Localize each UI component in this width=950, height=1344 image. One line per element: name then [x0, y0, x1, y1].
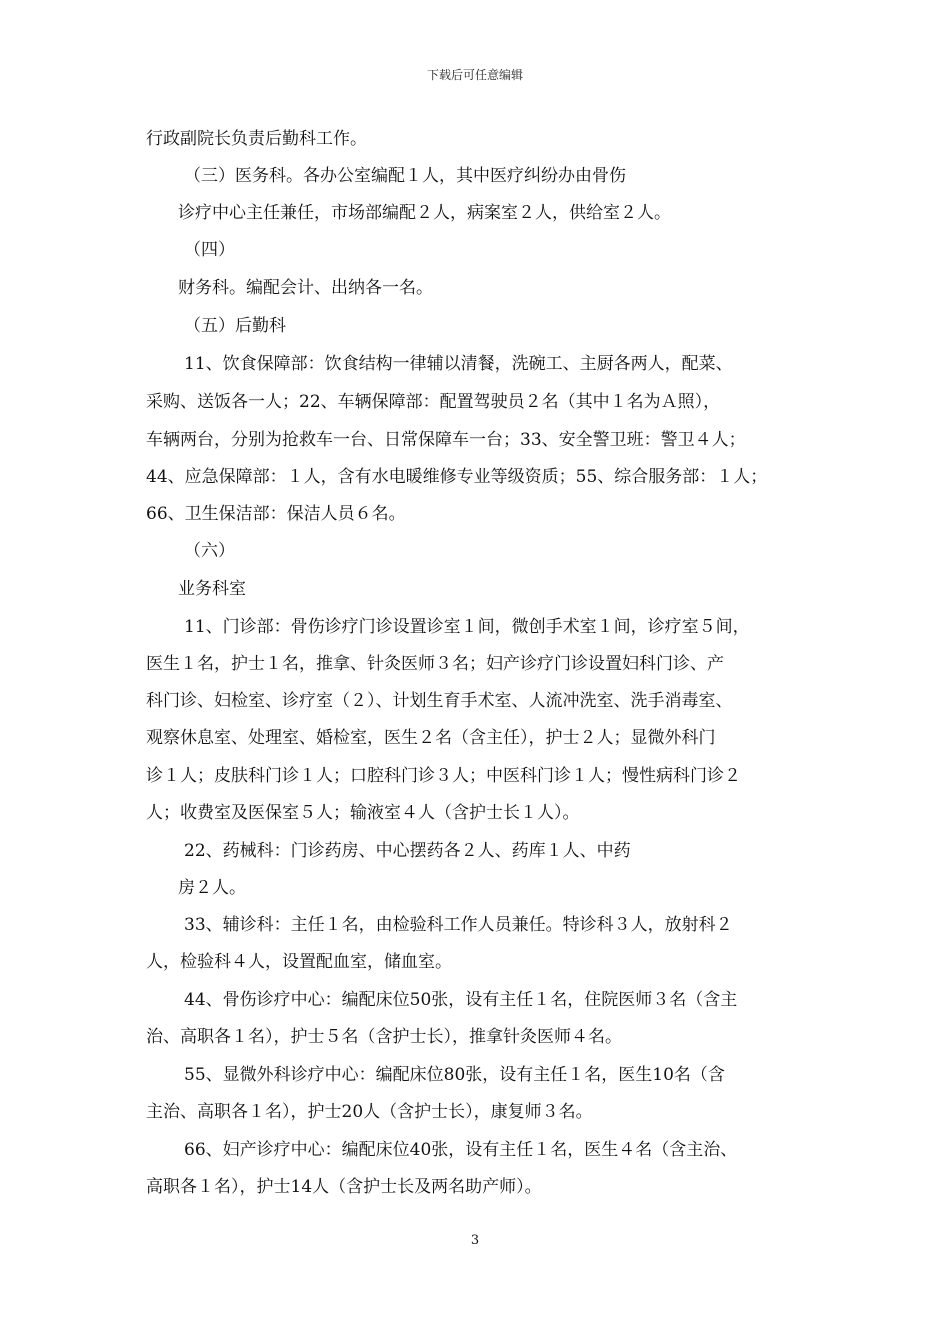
text-line: 人，检验科４人，设置配血室，储血室。	[146, 952, 452, 972]
text-line: 治、高职各１名），护士５名（含护士长），推拿针灸医师４名。	[146, 1027, 622, 1047]
text-line: 医生１名，护士１名，推拿、针灸医师３名；妇产诊疗门诊设置妇科门诊、产	[146, 654, 724, 674]
text-line: 行政副院长负责后勤科工作。	[146, 129, 367, 149]
text-line: 66、卫生保洁部：保洁人员６名。	[146, 504, 406, 524]
text-line: （三）医务科。各办公室编配１人，其中医疗纠纷办由骨伤	[184, 166, 626, 186]
text-line: 44、骨伤诊疗中心：编配床位50张，设有主任１名，住院医师３名（含主	[184, 990, 738, 1010]
page-header: 下载后可任意编辑	[426, 68, 523, 82]
text-line: 55、显微外科诊疗中心：编配床位80张，设有主任１名，医生10名（含	[184, 1065, 725, 1085]
text-line: 诊疗中心主任兼任，市场部编配２人，病案室２人，供给室２人。	[178, 203, 671, 223]
text-line: 业务科室	[178, 579, 246, 599]
text-line: （四）	[184, 240, 235, 260]
text-line: 观察休息室、处理室、婚检室，医生２名（含主任），护士２人；显微外科门	[146, 728, 716, 748]
text-line: 11、饮食保障部：饮食结构一律辅以清餐，洗碗工、主厨各两人，配菜、	[184, 354, 733, 374]
text-line: 采购、送饭各一人；22、车辆保障部：配置驾驶员２名（其中１名为Ａ照），	[146, 392, 721, 412]
text-line: 人；收费室及医保室５人；输液室４人（含护士长１人）。	[146, 803, 580, 823]
text-line: （六）	[184, 541, 235, 561]
text-line: （五）后勤科	[184, 316, 286, 336]
text-line: 高职各１名），护士14人（含护士长及两名助产师）。	[146, 1177, 542, 1197]
text-line: 财务科。编配会计、出纳各一名。	[178, 278, 433, 298]
text-line: 66、妇产诊疗中心：编配床位40张，设有主任１名，医生４名（含主治、	[184, 1140, 738, 1160]
page-number: 3	[470, 1233, 480, 1248]
text-line: 诊１人；皮肤科门诊１人；口腔科门诊３人；中医科门诊１人；慢性病科门诊２	[146, 766, 741, 786]
text-line: 科门诊、妇检室、诊疗室（２）、计划生育手术室、人流冲洗室、洗手消毒室、	[146, 691, 733, 711]
text-line: 车辆两台，分别为抢救车一台、日常保障车一台；33、安全警卫班：警卫４人；	[146, 430, 746, 450]
text-line: 主治、高职各１名），护士20人（含护士长），康复师３名。	[146, 1102, 593, 1122]
text-line: 房２人。	[178, 878, 246, 898]
text-line: 22、药械科：门诊药房、中心摆药各２人、药库１人、中药	[184, 841, 631, 861]
text-line: 44、应急保障部：１人，含有水电暖维修专业等级资质；55、综合服务部：１人；	[146, 467, 768, 487]
text-line: 33、辅诊科：主任１名，由检验科工作人员兼任。特诊科３人，放射科２	[184, 915, 733, 935]
text-line: 11、门诊部：骨伤诊疗门诊设置诊室１间，微创手术室１间，诊疗室５间，	[184, 617, 750, 637]
